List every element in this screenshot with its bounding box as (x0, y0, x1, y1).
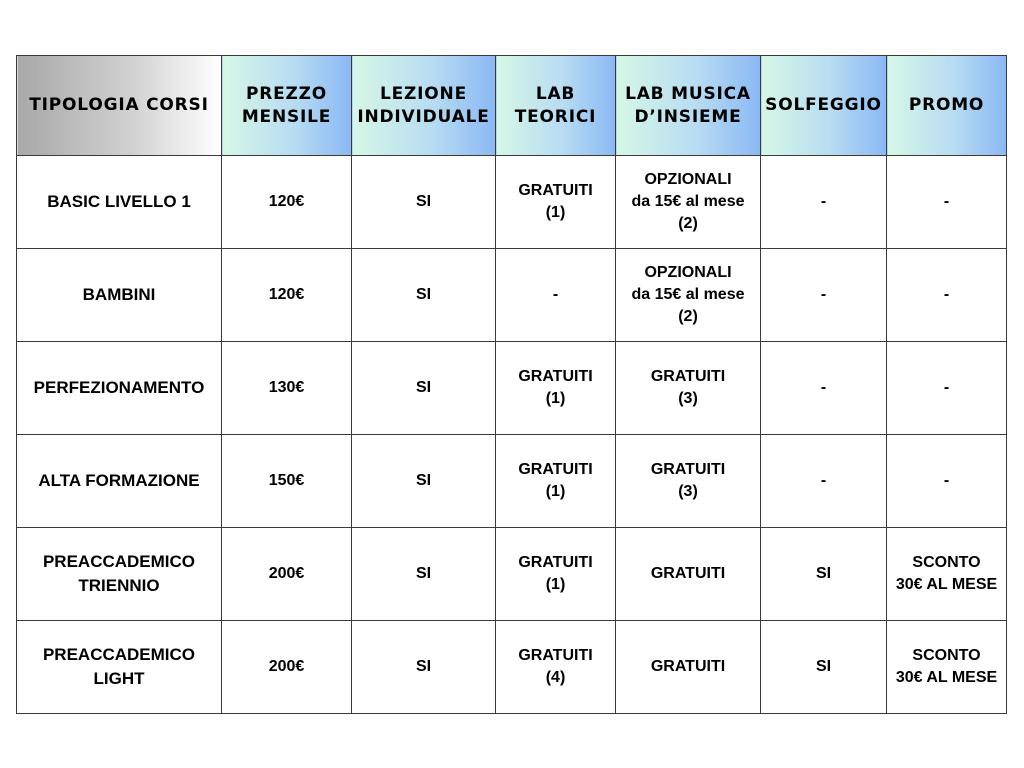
theory-lab-cell-line1: GRATUITI (518, 182, 593, 199)
header-ensemble-lab-line2: D’INSIEME (634, 106, 742, 127)
ensemble-lab-cell (616, 156, 761, 249)
theory-lab-cell-line2: (1) (545, 483, 566, 500)
monthly-price-cell-line1: 150€ (268, 472, 305, 489)
theory-lab-cell (496, 249, 616, 342)
ensemble-lab-cell-line1: GRATUITI (650, 565, 726, 582)
course-name-cell-line1: PERFEZIONAMENTO (33, 378, 205, 397)
monthly-price-cell-line1: 120€ (268, 286, 305, 303)
promo-cell-line2: 30€ AL MESE (895, 669, 998, 686)
ensemble-lab-cell-line2: da 15€ al mese (631, 193, 745, 210)
header-individual-lesson-line1: LEZIONE (380, 83, 467, 104)
header-course-type-label: TIPOLOGIA CORSI (29, 95, 209, 115)
solfeggio-cell-line1: SI (815, 565, 832, 582)
ensemble-lab-cell (616, 249, 761, 342)
individual-lesson-cell (352, 528, 496, 621)
header-solfeggio-label: SOLFEGGIO (765, 95, 882, 115)
individual-lesson-cell (352, 621, 496, 714)
header-ensemble-lab (616, 56, 761, 156)
individual-lesson-cell-line1: SI (415, 286, 432, 303)
table-row (17, 156, 1007, 249)
promo-cell-line1: - (943, 379, 950, 396)
monthly-price-cell (222, 528, 352, 621)
solfeggio-cell-line1: SI (815, 658, 832, 675)
table-row (17, 528, 1007, 621)
header-monthly-price (222, 56, 352, 156)
promo-cell-line2: 30€ AL MESE (895, 576, 998, 593)
course-name-cell-line1: ALTA FORMAZIONE (38, 471, 200, 490)
individual-lesson-cell (352, 156, 496, 249)
header-individual-lesson (352, 56, 496, 156)
ensemble-lab-cell-line1: OPZIONALI (644, 171, 732, 188)
monthly-price-cell (222, 435, 352, 528)
individual-lesson-cell-line1: SI (415, 472, 432, 489)
individual-lesson-cell (352, 249, 496, 342)
individual-lesson-cell-line1: SI (415, 193, 432, 210)
promo-cell (887, 156, 1007, 249)
solfeggio-cell (761, 342, 887, 435)
solfeggio-cell-line1: - (820, 193, 827, 210)
theory-lab-cell-line1: GRATUITI (518, 368, 593, 385)
header-monthly-price-line1: PREZZO (245, 83, 328, 104)
header-row (17, 56, 1007, 156)
table-body (17, 156, 1007, 714)
course-name-cell (17, 249, 222, 342)
individual-lesson-cell (352, 435, 496, 528)
theory-lab-cell-line1: GRATUITI (518, 554, 593, 571)
solfeggio-cell (761, 249, 887, 342)
header-individual-lesson-line2: INDIVIDUALE (357, 106, 490, 127)
course-name-cell-line1: BAMBINI (82, 285, 156, 304)
course-name-cell (17, 621, 222, 714)
solfeggio-cell-line1: - (820, 286, 827, 303)
ensemble-lab-cell-line1: OPZIONALI (644, 264, 732, 281)
header-solfeggio (761, 56, 887, 156)
course-name-cell-line1: PREACCADEMICO (42, 645, 196, 664)
solfeggio-cell-line1: - (820, 472, 827, 489)
table-row (17, 621, 1007, 714)
course-pricing-table (16, 55, 1007, 714)
ensemble-lab-cell-line1: GRATUITI (650, 461, 726, 478)
monthly-price-cell-line1: 200€ (268, 565, 305, 582)
promo-cell (887, 528, 1007, 621)
header-promo (887, 56, 1007, 156)
individual-lesson-cell-line1: SI (415, 565, 432, 582)
promo-cell-line1: - (943, 193, 950, 210)
theory-lab-cell (496, 342, 616, 435)
ensemble-lab-cell-line3: (2) (678, 215, 698, 232)
header-theory-lab (496, 56, 616, 156)
monthly-price-cell-line1: 200€ (268, 658, 305, 675)
header-theory-lab-line2: TEORICI (514, 106, 597, 127)
theory-lab-cell-line2: (1) (545, 204, 566, 221)
theory-lab-cell-line2: (4) (545, 669, 566, 686)
header-monthly-price-line2: MENSILE (241, 106, 332, 127)
ensemble-lab-cell (616, 435, 761, 528)
course-pricing-table-wrapper (16, 55, 1006, 714)
header-ensemble-lab-line1: LAB MUSICA (625, 83, 751, 104)
header-theory-lab-line1: LAB (535, 83, 576, 104)
theory-lab-cell (496, 528, 616, 621)
theory-lab-cell (496, 435, 616, 528)
solfeggio-cell (761, 156, 887, 249)
monthly-price-cell (222, 621, 352, 714)
header-course-type (17, 56, 222, 156)
ensemble-lab-cell-line2: da 15€ al mese (631, 286, 745, 303)
theory-lab-cell-line2: (1) (545, 390, 566, 407)
ensemble-lab-cell-line2: (3) (678, 390, 698, 407)
monthly-price-cell-line1: 130€ (268, 379, 305, 396)
promo-cell-line1: SCONTO (912, 554, 981, 571)
monthly-price-cell (222, 249, 352, 342)
promo-cell (887, 342, 1007, 435)
course-name-cell-line1: PREACCADEMICO (42, 552, 196, 571)
table-row (17, 249, 1007, 342)
course-name-cell-line2: LIGHT (93, 669, 145, 688)
course-name-cell-line2: TRIENNIO (78, 576, 160, 595)
theory-lab-cell-line1: GRATUITI (518, 647, 593, 664)
ensemble-lab-cell (616, 621, 761, 714)
individual-lesson-cell-line1: SI (415, 658, 432, 675)
theory-lab-cell-line1: - (552, 286, 559, 303)
ensemble-lab-cell-line3: (2) (678, 308, 698, 325)
promo-cell (887, 249, 1007, 342)
solfeggio-cell (761, 435, 887, 528)
solfeggio-cell-line1: - (820, 379, 827, 396)
course-name-cell (17, 528, 222, 621)
monthly-price-cell (222, 156, 352, 249)
ensemble-lab-cell-line1: GRATUITI (650, 368, 726, 385)
theory-lab-cell-line2: (1) (545, 576, 566, 593)
monthly-price-cell (222, 342, 352, 435)
ensemble-lab-cell (616, 528, 761, 621)
promo-cell-line1: - (943, 472, 950, 489)
theory-lab-cell (496, 156, 616, 249)
theory-lab-cell-line1: GRATUITI (518, 461, 593, 478)
solfeggio-cell (761, 528, 887, 621)
solfeggio-cell (761, 621, 887, 714)
course-name-cell-line1: BASIC LIVELLO 1 (47, 192, 191, 211)
table-row (17, 435, 1007, 528)
promo-cell-line1: SCONTO (912, 647, 981, 664)
ensemble-lab-cell (616, 342, 761, 435)
individual-lesson-cell (352, 342, 496, 435)
ensemble-lab-cell-line1: GRATUITI (650, 658, 726, 675)
ensemble-lab-cell-line2: (3) (678, 483, 698, 500)
promo-cell (887, 435, 1007, 528)
course-name-cell (17, 435, 222, 528)
promo-cell (887, 621, 1007, 714)
promo-cell-line1: - (943, 286, 950, 303)
monthly-price-cell-line1: 120€ (268, 193, 305, 210)
header-promo-label: PROMO (908, 95, 985, 115)
theory-lab-cell (496, 621, 616, 714)
individual-lesson-cell-line1: SI (415, 379, 432, 396)
course-name-cell (17, 156, 222, 249)
table-row (17, 342, 1007, 435)
course-name-cell (17, 342, 222, 435)
